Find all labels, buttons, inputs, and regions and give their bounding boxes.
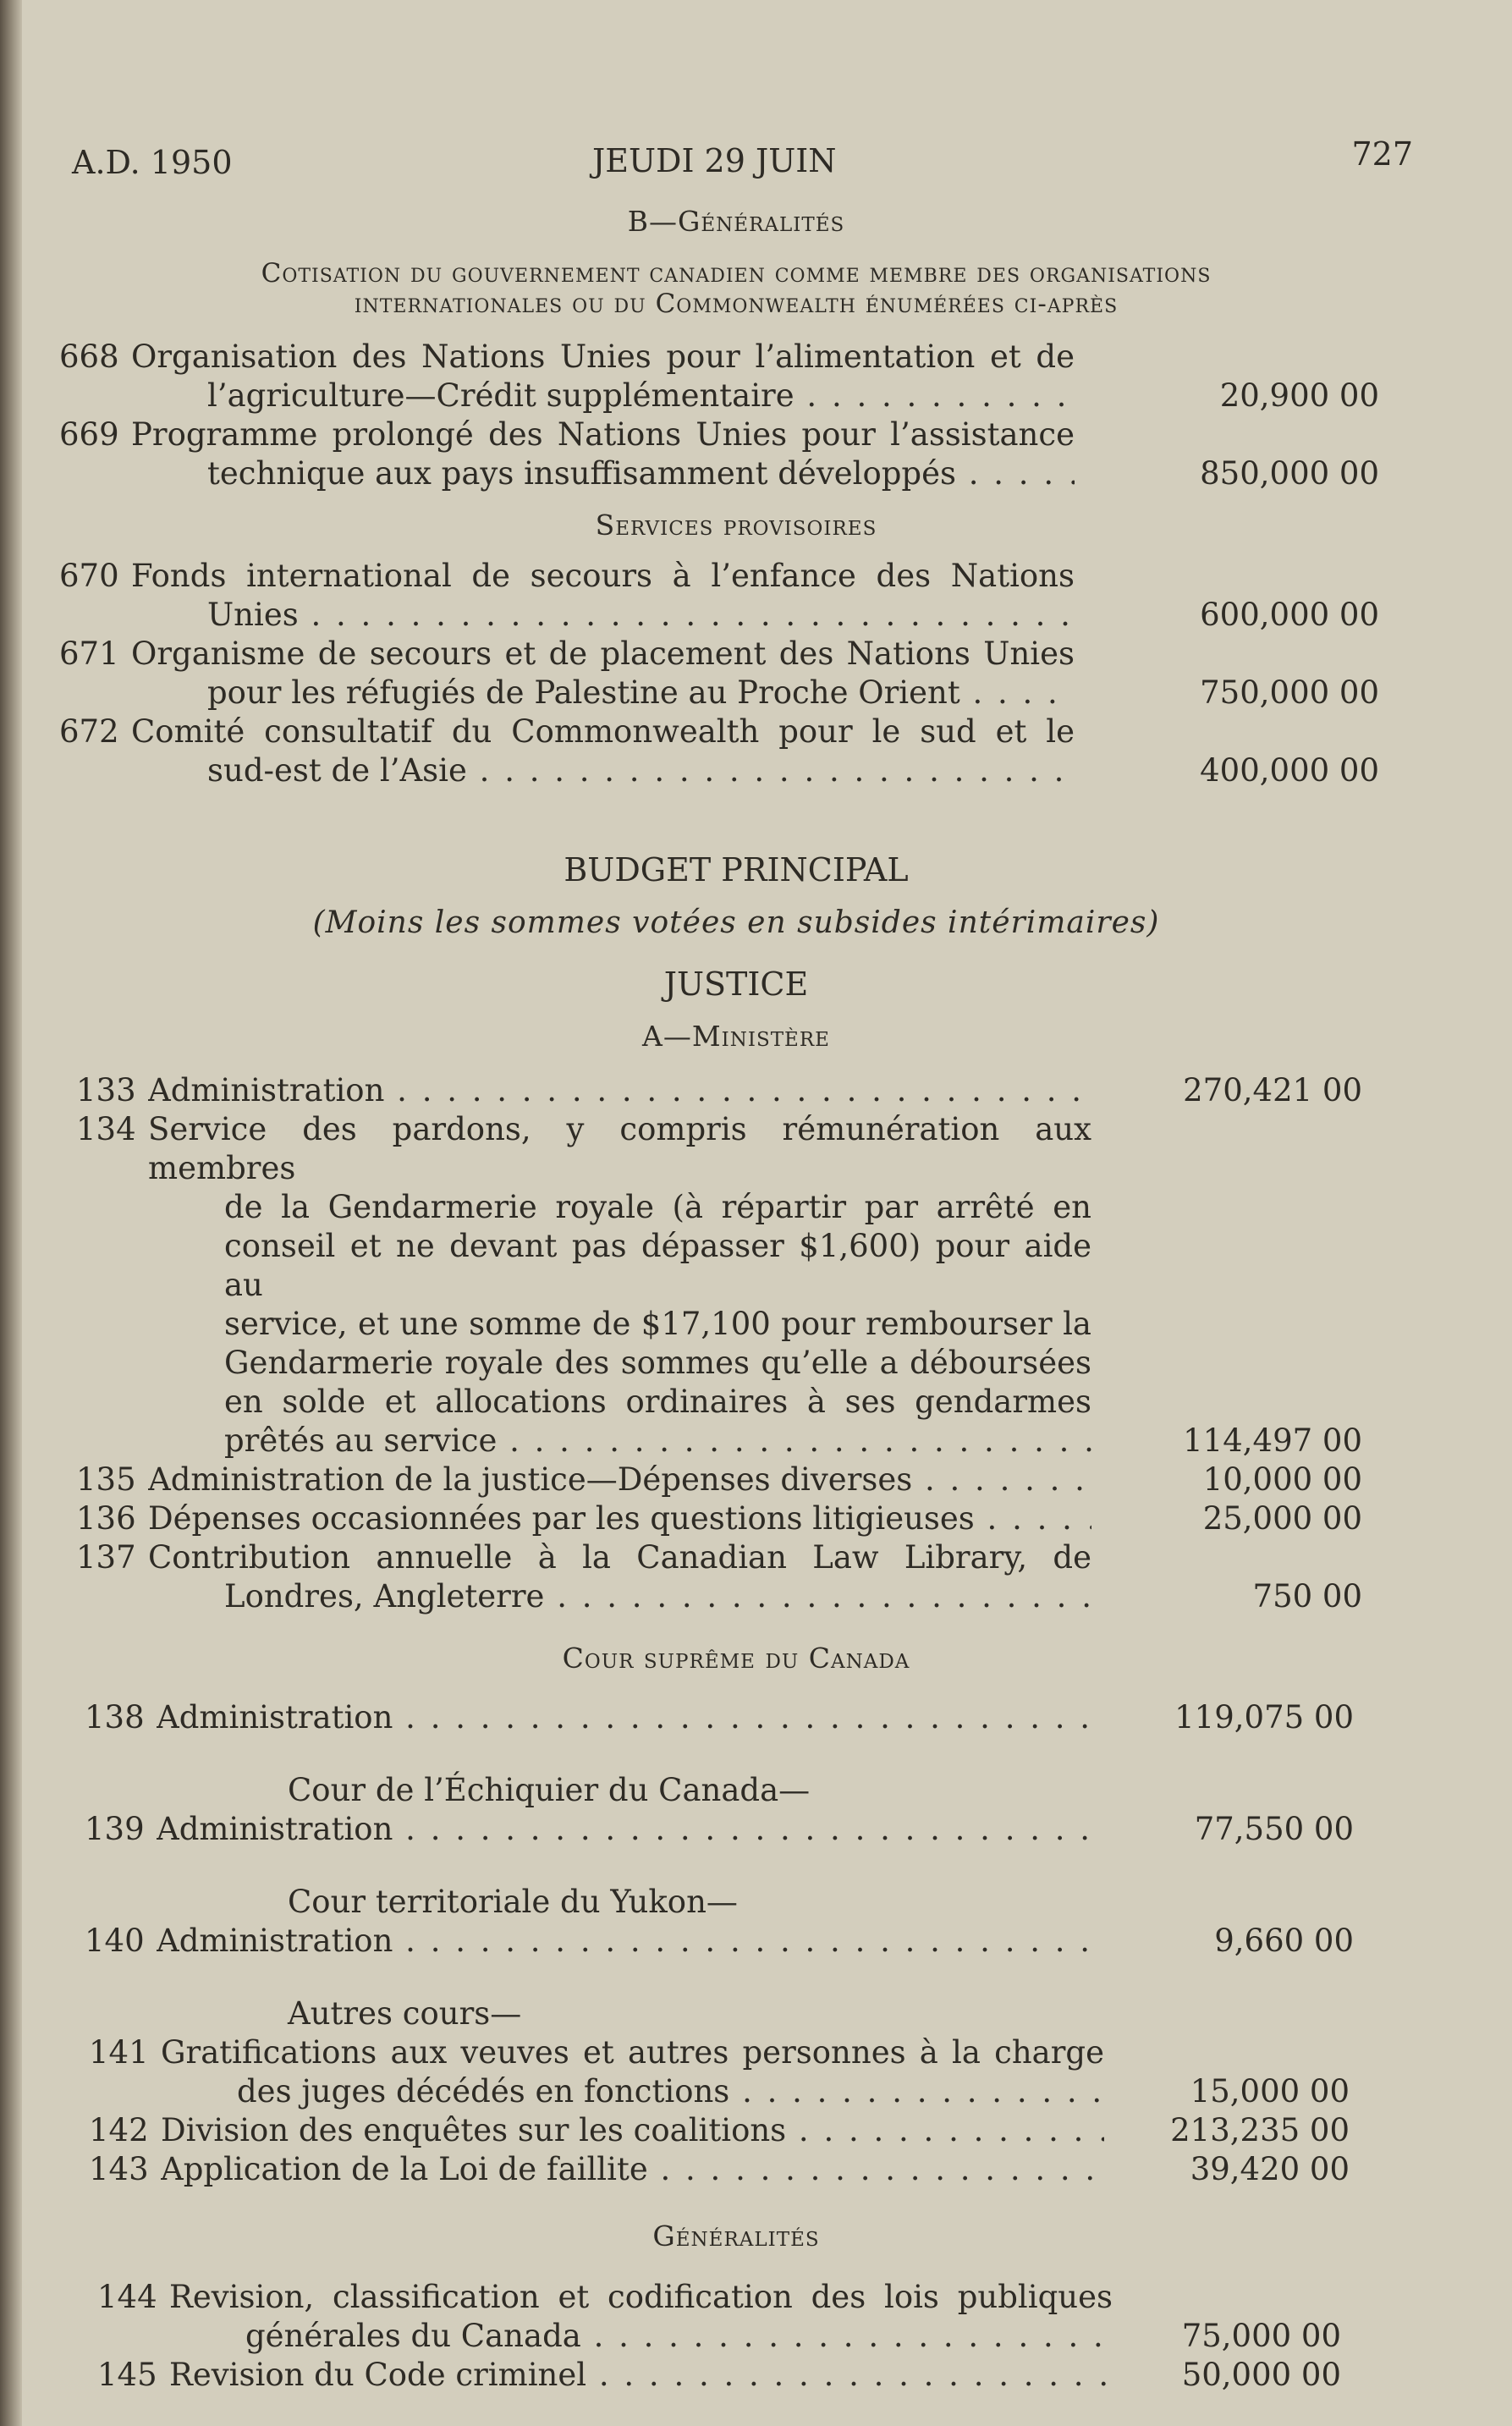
vote-number: 669 [59, 416, 119, 453]
vote-text-line: Programme prolongé des Nations Unies pour l’assistance [131, 416, 1075, 453]
vote-text-line: de la Gendarmerie royale (à répartir par arrêté en [224, 1189, 1091, 1225]
document-page [59, 127, 1413, 2395]
vote-item-134 [76, 1110, 1413, 1461]
vote-number: 668 [59, 338, 119, 375]
vote-item-136 [76, 1499, 1413, 1538]
vote-text-line: Gratifications aux veuves et autres personnes à la charge [161, 2034, 1104, 2071]
vote-amount: 50,000 00 [1181, 2357, 1341, 2393]
vote-amount: 850,000 00 [1200, 455, 1379, 492]
vote-amount: 400,000 00 [1200, 752, 1379, 789]
justice-title: JUSTICE [663, 965, 809, 1003]
vote-number: 136 [76, 1500, 136, 1537]
vote-item-145 [97, 2356, 1413, 2395]
vote-amount: 75,000 00 [1181, 2318, 1341, 2354]
vote-number: 672 [59, 713, 119, 750]
vote-text-line: Comité consultatif du Commonwealth pour le sud et le [131, 713, 1075, 750]
vote-number: 135 [76, 1461, 136, 1498]
vote-number: 141 [89, 2034, 149, 2071]
vote-text-last: Unies [207, 597, 299, 633]
vote-text-line: Fonds international de secours à l’enfance des Nations [131, 558, 1075, 594]
header-page-number: 727 [1351, 135, 1413, 173]
vote-amount: 25,000 00 [1202, 1500, 1362, 1537]
vote-number: 145 [97, 2357, 157, 2393]
vote-number: 140 [85, 1923, 145, 1959]
vote-item-137 [76, 1538, 1413, 1616]
cour-yukon-label: Cour territoriale du Yukon— [288, 1884, 738, 1920]
vote-item-142 [89, 2111, 1413, 2150]
vote-number: 137 [76, 1539, 136, 1576]
vote-number: 139 [85, 1811, 145, 1847]
vote-item-669 [59, 415, 1413, 493]
vote-text-last: générales du Canada [245, 2318, 581, 2354]
vote-text-line: service, et une somme de $17,100 pour rembourser la [224, 1306, 1091, 1342]
vote-text-line: Organisation des Nations Unies pour l’alimentation et de [131, 338, 1075, 375]
vote-text-line: Gendarmerie royale des sommes qu’elle a déboursées [224, 1345, 1091, 1381]
vote-item-668 [59, 338, 1413, 415]
vote-item-140 [85, 1922, 1413, 1961]
vote-number: 144 [97, 2279, 157, 2315]
vote-amount: 213,235 00 [1170, 2112, 1350, 2148]
vote-amount: 270,421 00 [1183, 1072, 1362, 1108]
vote-text-last: pour les réfugiés de Palestine au Proche Orient [207, 674, 960, 711]
vote-text-last: Administration [157, 1923, 393, 1959]
vote-item-141 [89, 2033, 1413, 2111]
autres-cours-label: Autres cours— [288, 1995, 522, 2032]
vote-item-670 [59, 557, 1413, 635]
budget-principal-title: BUDGET PRINCIPAL [564, 851, 909, 888]
vote-number: 134 [76, 1111, 136, 1147]
vote-text-last: Division des enquêtes sur les coalitions [161, 2112, 787, 2148]
vote-text-line: Revision, classification et codification des lois publiques [169, 2279, 1113, 2315]
header-year: A.D. 1950 [72, 144, 233, 181]
vote-amount: 114,497 00 [1183, 1422, 1362, 1459]
vote-text-line: Service des pardons, y compris rémunération aux membres [148, 1111, 1091, 1186]
vote-amount: 750 00 [1252, 1578, 1362, 1615]
vote-text-last: Administration de la justice—Dépenses diverses [148, 1461, 913, 1498]
vote-item-139 [85, 1810, 1413, 1849]
page-header [59, 127, 1413, 186]
vote-item-133 [76, 1071, 1413, 1110]
vote-text-line: en solde et allocations ordinaires à ses gendarmes [224, 1384, 1091, 1420]
book-spine-shadow [0, 0, 22, 2426]
vote-item-143 [89, 2150, 1413, 2189]
generalites-title: Généralités [652, 2220, 820, 2253]
section-subtitle-line2: internationales ou du Commonwealth énumérées ci-après [354, 289, 1119, 319]
vote-item-144 [97, 2278, 1413, 2356]
cour-echiquier-label: Cour de l’Échiquier du Canada— [288, 1772, 811, 1808]
vote-item-671 [59, 635, 1413, 712]
header-date: JEUDI 29 JUIN [592, 142, 837, 179]
vote-text-line: conseil et ne devant pas dépasser $1,600) pour aide au [224, 1228, 1091, 1303]
section-title-generalites-b: B—Généralités [627, 205, 845, 238]
vote-number: 670 [59, 558, 119, 594]
cour-supreme-title: Cour suprême du Canada [562, 1642, 910, 1675]
vote-text-last: Revision du Code criminel [169, 2357, 587, 2393]
vote-text-last: technique aux pays insuffisamment développés [207, 455, 956, 492]
budget-principal-subtitle: (Moins les sommes votées en subsides intérimaires) [312, 905, 1160, 940]
vote-text-last: Londres, Angleterre [224, 1578, 545, 1615]
vote-number: 143 [89, 2151, 149, 2187]
section-subtitle-line1: Cotisation du gouvernement canadien comme membre des organisations [261, 258, 1212, 289]
vote-number: 138 [85, 1699, 145, 1736]
vote-amount: 39,420 00 [1190, 2151, 1350, 2187]
vote-number: 133 [76, 1072, 136, 1108]
vote-item-672 [59, 712, 1413, 790]
vote-amount: 77,550 00 [1194, 1811, 1354, 1847]
vote-number: 142 [89, 2112, 149, 2148]
vote-text-last: Administration [157, 1811, 393, 1847]
vote-text-last: Application de la Loi de faillite [161, 2151, 648, 2187]
vote-text-last: prêtés au service [224, 1422, 498, 1459]
vote-text-line: Organisme de secours et de placement des Nations Unies [131, 635, 1075, 672]
vote-amount: 10,000 00 [1202, 1461, 1362, 1498]
vote-text-line: Contribution annuelle à la Canadian Law Library, de [148, 1539, 1091, 1576]
ministere-title: A—Ministère [642, 1020, 830, 1053]
vote-text-last: sud-est de l’Asie [207, 752, 467, 789]
vote-text-last: Dépenses occasionnées par les questions litigieuses [148, 1500, 975, 1537]
vote-text-last: Administration [157, 1699, 393, 1736]
vote-item-135 [76, 1461, 1413, 1499]
vote-amount: 15,000 00 [1190, 2073, 1350, 2110]
vote-text-last: des juges décédés en fonctions [237, 2073, 730, 2110]
vote-text-last: Administration [148, 1072, 385, 1108]
vote-text-last: l’agriculture—Crédit supplémentaire [207, 377, 794, 414]
vote-amount: 20,900 00 [1219, 377, 1379, 414]
vote-amount: 750,000 00 [1200, 674, 1379, 711]
vote-amount: 119,075 00 [1174, 1699, 1354, 1736]
vote-number: 671 [59, 635, 119, 672]
section-title-services-provisoires: Services provisoires [595, 509, 877, 542]
vote-item-138 [85, 1698, 1413, 1737]
vote-amount: 600,000 00 [1200, 597, 1379, 633]
vote-amount: 9,660 00 [1214, 1923, 1354, 1959]
